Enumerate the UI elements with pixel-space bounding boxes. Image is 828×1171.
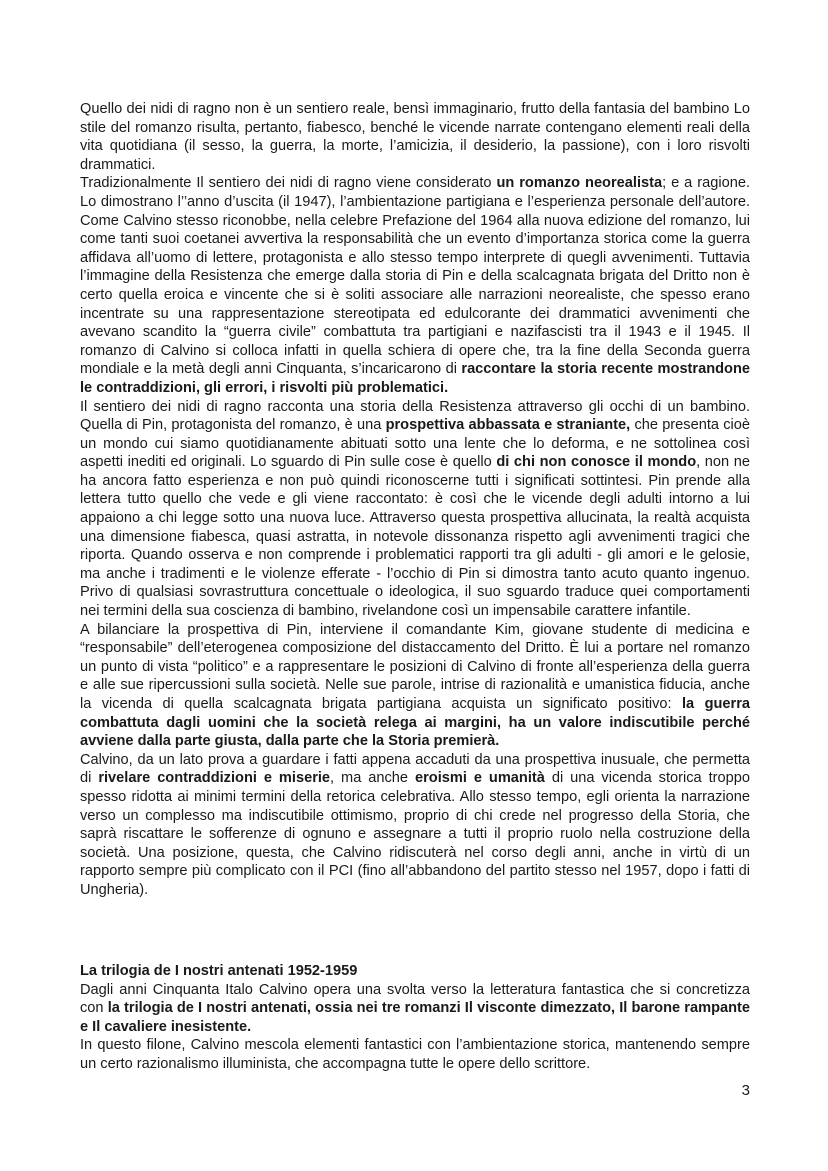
bold-text-run: un romanzo neorealista xyxy=(496,175,663,192)
text-run: , non ne ha ancora fatto esperienza e non può quindi riconoscerne tutti i significati sottintesi. Pin prende alla lettera tutto quello che vede e gli viene raccontato: è così che le vicende degli adulti intorno a lui appaiono a chi legge sotto una nuova luce. Attraverso questa prospettiva allucinata, la realtà acquista una dimensione fiabesca, quasi astratta, in notevole dissonanza rispetto agli avvenimenti tragici che riporta. Quando osserva e non comprende i problematici rapporti tra gli adulti - gli amori e le gelosie, ma anche i tradimenti e le violenze efferate - l’occhio di Pin si dimostra tanto acuto quanto ingenuo. Privo di qualsiasi sovrastruttura concettuale o ideologica, il suo sguardo traduce quei comportamenti nei termini della sua coscienza di bambino, rivelandone così un impensabile carattere infantile. xyxy=(80,454,750,620)
text-run: Dagli anni Cinquanta Italo Calvino opera una svolta verso la letteratura fantastica che si concretizza con xyxy=(80,981,750,1017)
text-run: ; e a ragione. Lo dimostrano l’’anno d’uscita (il 1947), l’ambientazione partigiana e l’esperienza personale dell’autore. Come Calvino stesso riconobbe, nella celebre Prefazione del 1964 alla nuova edizione del romanzo, lui come tanti suoi coetanei avvertiva la responsabilità che un evento d’importanza storica come la guerra affidava all’uomo di lettere, protagonista e allo stesso tempo interprete di quegli avvenimenti. Tuttavia l’immagine della Resistenza che emerge dalla storia di Pin e della scalcagnata brigata del Dritto non è certo quella eroica e vincente che si è soliti associare alle narrazioni neorealiste, che spesso erano incentrate su una rappresentazione stereotipata ed edulcorante dei drammatici avvenimenti che avevano scandito la “guerra civile” combattuta tra partigiani e nazifascisti tra il 1943 e il 1945. Il romanzo di Calvino si colloca infatti in quella schiera di opere che, tra la fine della Seconda guerra mondiale e la metà degli anni Cinquanta, s’incaricarono di xyxy=(80,175,750,378)
bold-text-run: rivelare contraddizioni e miserie xyxy=(98,770,331,787)
paragraph xyxy=(80,1036,750,1073)
section-title: La trilogia de I nostri antenati 1952-1959 xyxy=(80,963,358,979)
bold-text-run: la trilogia de I nostri antenati, ossia nei tre romanzi Il visconte dimezzato, Il barone rampante e Il cavaliere inesistente. xyxy=(80,1000,750,1035)
paragraph xyxy=(80,174,750,397)
text-run: In questo filone, Calvino mescola elementi fantastici con l’ambientazione storica, mantenendo sempre un certo razionalismo illuminista, che accompagna tutte le opere dello scrittore. xyxy=(80,1037,750,1072)
bold-text-run: la guerra combattuta dagli uomini che la società relega ai margini, ha un valore indiscutibile perché avviene dalla parte giusta, dalla parte che la Storia premierà. xyxy=(80,696,750,750)
text-run: Calvino, da un lato prova a guardare i fatti appena accaduti da una prospettiva inusuale, che permetta di xyxy=(80,751,750,787)
text-run: Il sentiero dei nidi di ragno racconta una storia della Resistenza attraverso gli occhi di un bambino. Quella di Pin, protagonista del romanzo, è una xyxy=(80,398,750,434)
paragraph xyxy=(80,621,750,751)
text-run: Tradizionalmente Il sentiero dei nidi di ragno viene considerato xyxy=(80,175,497,192)
bold-text-run: eroismi e umanità xyxy=(414,770,545,787)
paragraph xyxy=(80,751,750,900)
paragraph xyxy=(80,398,750,621)
text-run: A bilanciare la prospettiva di Pin, interviene il comandante Kim, giovane studente di medicina e “responsabile” dell’eterogenea composizione del distaccamento del Dritto. È lui a portare nel romanzo un punto di vista “politico” e a rappresentare le posizioni di Calvino di fronte all’esperienza della guerra e alle sue ripercussioni sulla società. Nelle sue parole, intrise di razionalità e umanistica fiducia, anche la vicenda di quella scalcagnata brigata partigiana acquista un significato positivo: xyxy=(80,621,750,712)
bold-text-run: prospettiva abbassata e straniante, xyxy=(385,417,631,434)
text-run: , ma anche xyxy=(330,770,415,787)
section-trilogia xyxy=(80,962,750,1074)
bold-text-run: di chi non conosce il mondo xyxy=(496,454,697,471)
text-run: Quello dei nidi di ragno non è un sentiero reale, bensì immaginario, frutto della fantasia del bambino Lo stile del romanzo risulta, pertanto, fiabesco, benché le vicende narrate contengano elementi reali della vita quotidiana (il sesso, la guerra, la morte, l’amicizia, il desiderio, la passione), con i loro risvolti drammatici. xyxy=(80,101,750,173)
text-run: di una vicenda storica troppo spesso ridotta ai minimi termini della retorica celebrativa. Allo stesso tempo, egli orienta la narrazione verso un complesso ma indiscutibile ottimismo, proprio di chi crede nel progresso della Storia, che saprà riscattare le sofferenze di ognuno e assegnare a tutti il proprio ruolo nella costruzione della società. Una posizione, questa, che Calvino ridiscuterà nel corso degli anni, anche in virtù di un rapporto sempre più complicato con il PCI (fino all’abbandono del partito stesso nel 1957, dopo i fatti di Ungheria). xyxy=(80,770,750,898)
bold-text-run: raccontare la storia recente mostrandone le contraddizioni, gli errori, i risvolti più problematici. xyxy=(80,361,750,396)
text-run: che presenta cioè un mondo cui siamo quotidianamente abituati sotto una lente che lo deforma, e ne sottolinea così aspetti inediti ed originali. Lo sguardo di Pin sulle cose è quello xyxy=(80,417,750,471)
page-number: 3 xyxy=(741,1082,750,1099)
paragraph xyxy=(80,100,750,174)
paragraph xyxy=(80,981,750,1037)
body-text xyxy=(80,100,750,900)
